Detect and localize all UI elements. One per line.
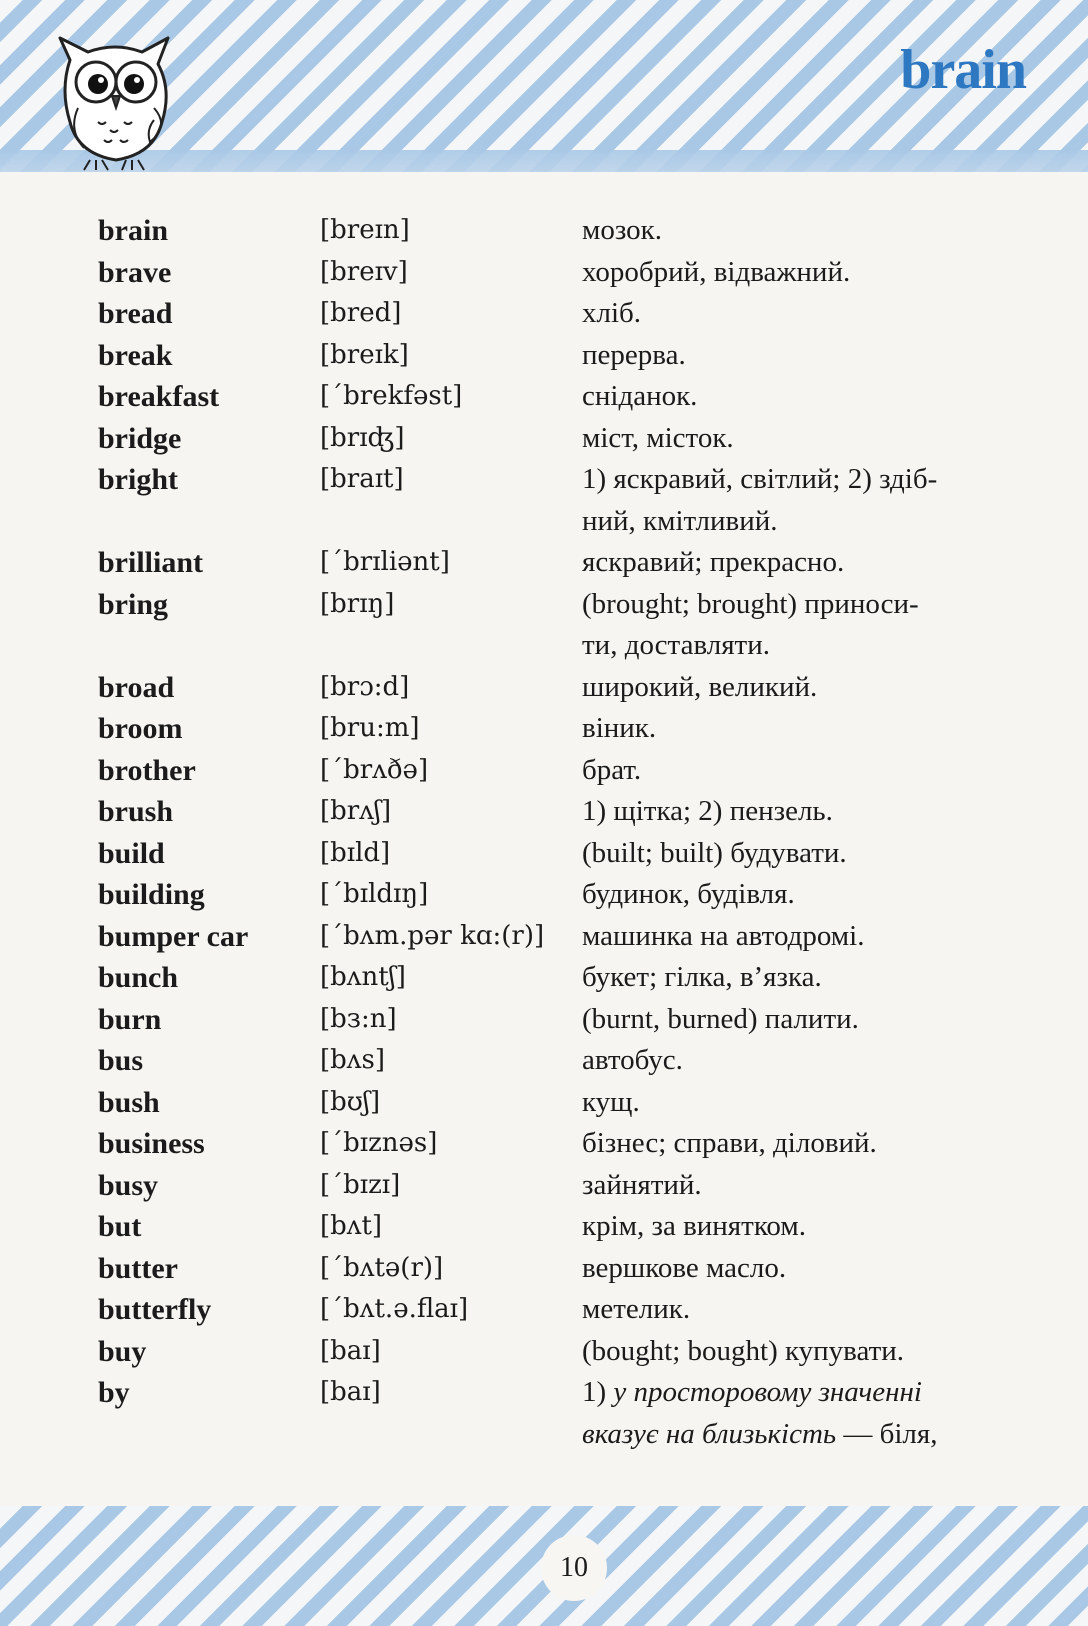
entry-translation: брат. bbox=[582, 753, 642, 786]
entry-translation: (bought; bought) купувати. bbox=[582, 1334, 905, 1367]
entry-pronunciation: [brɪŋ] bbox=[320, 588, 395, 619]
entry-pronunciation: [brɪʤ] bbox=[320, 422, 405, 453]
dictionary-entry bbox=[98, 376, 1028, 418]
entry-translation: 1) щітка; 2) пензель. bbox=[582, 795, 833, 827]
entry-translation: яскравий; прекрасно. bbox=[582, 546, 845, 578]
dictionary-entry bbox=[98, 210, 1028, 252]
entry-word: building bbox=[98, 878, 205, 911]
entry-translation: міст, місток. bbox=[582, 421, 734, 454]
entry-word: break bbox=[98, 338, 173, 372]
entry-translation: метелик. bbox=[582, 1293, 691, 1325]
dictionary-entry bbox=[98, 874, 1028, 916]
dictionary-entry bbox=[98, 999, 1028, 1041]
entry-pronunciation: [breɪv] bbox=[320, 256, 408, 287]
entry-translation: кущ. bbox=[582, 1085, 640, 1118]
entry-word: brilliant bbox=[98, 546, 204, 579]
dictionary-entry bbox=[98, 584, 1028, 667]
dictionary-entry bbox=[98, 418, 1028, 460]
entry-word: bunch bbox=[98, 961, 179, 994]
entry-pronunciation: [ˊbɪznəs] bbox=[320, 1128, 438, 1158]
entry-pronunciation: [bɪld] bbox=[320, 837, 391, 868]
dictionary-entry bbox=[98, 1331, 1028, 1373]
entry-word: brother bbox=[98, 753, 196, 787]
entry-pronunciation: [breɪn] bbox=[320, 215, 410, 245]
entry-pronunciation: [bred] bbox=[320, 298, 402, 328]
entry-word: brush bbox=[98, 795, 174, 828]
entry-word: brain bbox=[98, 214, 169, 247]
entry-translation: хоробрий, відважний. bbox=[582, 255, 851, 288]
dictionary-entry bbox=[98, 1082, 1028, 1124]
entry-pronunciation: [bʌt] bbox=[320, 1211, 383, 1241]
entry-translation-line bbox=[582, 1372, 1002, 1414]
entry-translation bbox=[582, 1372, 1002, 1455]
entry-word: butterfly bbox=[98, 1293, 212, 1326]
entry-word: business bbox=[98, 1127, 205, 1160]
dictionary-entry bbox=[98, 1206, 1028, 1248]
entry-pronunciation: [breɪk] bbox=[320, 339, 409, 370]
entry-pronunciation: [bru:m] bbox=[320, 713, 420, 743]
entry-translation: хліб. bbox=[582, 297, 642, 329]
entry-pronunciation: [bʌs] bbox=[320, 1045, 385, 1075]
entry-translation: бізнес; справи, діловий. bbox=[582, 1127, 877, 1159]
translation-note-italic: вказує на близькість bbox=[582, 1417, 837, 1450]
entry-translation: віник. bbox=[582, 712, 657, 744]
dictionary-entry bbox=[98, 833, 1028, 875]
entry-pronunciation: [ˊbrekfəst] bbox=[320, 381, 463, 411]
dictionary-entry bbox=[98, 750, 1028, 792]
entry-word: bread bbox=[98, 297, 173, 330]
entry-pronunciation: [ˊbrɪliənt] bbox=[320, 547, 450, 577]
entry-translation: будинок, будівля. bbox=[582, 878, 795, 910]
entry-pronunciation: [bз:n] bbox=[320, 1003, 397, 1034]
entry-word: bring bbox=[98, 587, 169, 621]
owl-mascot-icon bbox=[50, 30, 180, 172]
entry-pronunciation: [brɔ:d] bbox=[320, 671, 410, 702]
dictionary-entry bbox=[98, 791, 1028, 833]
entry-translation-line bbox=[582, 1414, 1002, 1456]
translation-number: 1) bbox=[582, 1376, 614, 1408]
entry-translation: машинка на автодромі. bbox=[582, 919, 865, 952]
entry-pronunciation: [ˊbɪzɪ] bbox=[320, 1169, 401, 1200]
dictionary-entry bbox=[98, 1372, 1028, 1455]
entry-translation bbox=[582, 584, 1002, 667]
entry-pronunciation: [braɪt] bbox=[320, 464, 404, 494]
entry-translation bbox=[582, 459, 1002, 542]
dictionary-entry bbox=[98, 1248, 1028, 1290]
entry-pronunciation: [baɪ] bbox=[320, 1377, 381, 1407]
entry-translation: мозок. bbox=[582, 214, 662, 246]
entry-word: busy bbox=[98, 1168, 159, 1202]
entry-translation: сніданок. bbox=[582, 380, 698, 412]
dictionary-entry bbox=[98, 1123, 1028, 1165]
entry-word: bright bbox=[98, 463, 179, 496]
dictionary-entry bbox=[98, 1165, 1028, 1207]
entry-translation: букет; гілка, в’язка. bbox=[582, 961, 822, 993]
entry-translation: вершкове масло. bbox=[582, 1251, 787, 1284]
entry-translation-line: ний, кмітливий. bbox=[582, 504, 778, 537]
entry-pronunciation: [bʌntʃ] bbox=[320, 962, 406, 992]
entry-word: build bbox=[98, 836, 165, 870]
entry-pronunciation: [brʌʃ] bbox=[320, 796, 392, 826]
dictionary-entry bbox=[98, 916, 1028, 958]
entry-word: broad bbox=[98, 670, 175, 704]
entry-word: burn bbox=[98, 1002, 162, 1036]
entry-translation-line: 1) яскравий, світлий; 2) здіб- bbox=[582, 463, 938, 495]
entry-pronunciation: [ˊbɪldɪŋ] bbox=[320, 879, 429, 909]
entry-translation: зайнятий. bbox=[582, 1168, 702, 1201]
dictionary-entry bbox=[98, 667, 1028, 709]
dictionary-entry bbox=[98, 542, 1028, 584]
entry-word: buy bbox=[98, 1334, 147, 1368]
page-number: 10 bbox=[541, 1535, 607, 1601]
dictionary-entry bbox=[98, 1040, 1028, 1082]
entry-translation: широкий, великий. bbox=[582, 670, 818, 703]
entry-pronunciation: [ˊbrʌðə] bbox=[320, 754, 429, 785]
dictionary-entry bbox=[98, 335, 1028, 377]
entry-translation: автобус. bbox=[582, 1044, 683, 1076]
dictionary-entries bbox=[98, 210, 1028, 1455]
entry-pronunciation: [ˊbʌm.pər kɑ:(r)] bbox=[320, 920, 545, 951]
translation-text: — біля, bbox=[836, 1417, 938, 1450]
page-headword: brain bbox=[900, 39, 1026, 101]
entry-translation: крім, за винятком. bbox=[582, 1210, 806, 1242]
dictionary-entry bbox=[98, 252, 1028, 294]
dictionary-entry bbox=[98, 293, 1028, 335]
entry-pronunciation: [ˊbʌt.ə.flaɪ] bbox=[320, 1294, 469, 1324]
entry-word: brave bbox=[98, 255, 172, 289]
dictionary-entry bbox=[98, 957, 1028, 999]
entry-word: bridge bbox=[98, 421, 182, 455]
entry-word: bus bbox=[98, 1044, 144, 1077]
entry-word: bush bbox=[98, 1085, 160, 1119]
dictionary-entry bbox=[98, 708, 1028, 750]
entry-translation-line: ти, доставляти. bbox=[582, 629, 771, 661]
entry-translation-line: (brought; brought) приноси- bbox=[582, 587, 919, 620]
translation-note-italic: у просторовому значенні bbox=[613, 1376, 922, 1408]
entry-word: by bbox=[98, 1376, 130, 1409]
entry-pronunciation: [bʊʃ] bbox=[320, 1086, 381, 1117]
dictionary-entry bbox=[98, 459, 1028, 542]
entry-word: breakfast bbox=[98, 380, 220, 413]
entry-translation: перерва. bbox=[582, 338, 686, 371]
entry-word: but bbox=[98, 1210, 142, 1243]
dictionary-entry bbox=[98, 1289, 1028, 1331]
entry-word: broom bbox=[98, 712, 183, 745]
entry-word: bumper car bbox=[98, 919, 249, 953]
entry-pronunciation: [ˊbʌtə(r)] bbox=[320, 1252, 444, 1283]
entry-pronunciation: [baɪ] bbox=[320, 1335, 381, 1366]
entry-translation: (built; built) будувати. bbox=[582, 836, 847, 869]
entry-translation: (burnt, burned) палити. bbox=[582, 1002, 859, 1035]
entry-word: butter bbox=[98, 1251, 178, 1285]
